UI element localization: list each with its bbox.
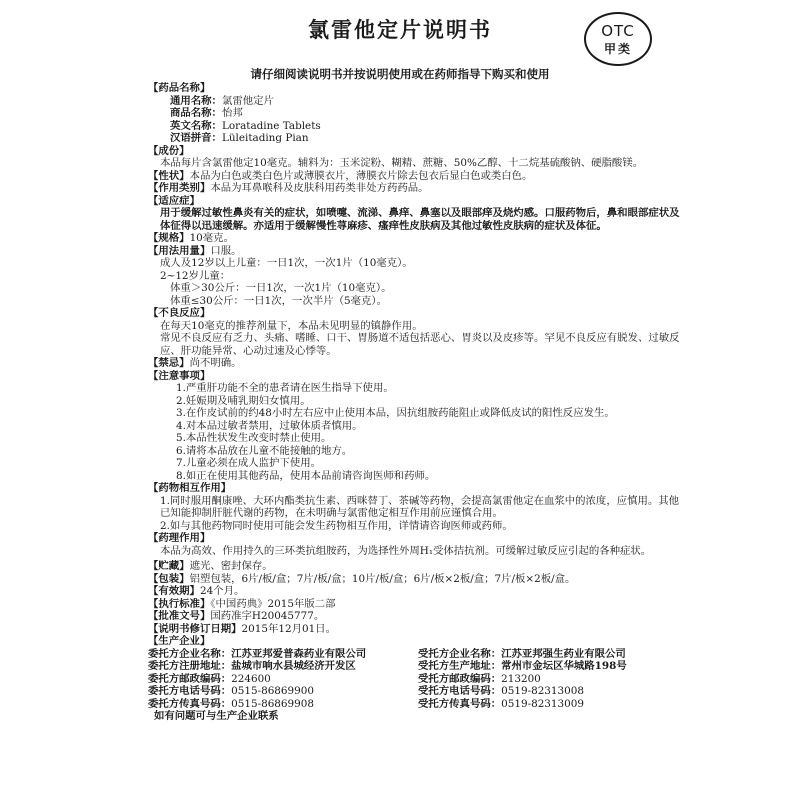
otc-mark: OTC [601,22,635,40]
dosage-heading: 【用法用量】 [148,244,211,257]
client-label: 委托方传真号码： [148,697,232,710]
dosage-child-heading: 2~12岁儿童： [160,269,231,282]
storage-text: 遮光、密封保存。 [189,560,273,572]
manufacturer-heading: 【生产企业】 [148,635,211,647]
english-name-row [148,120,688,133]
precaution-item: 6.请将本品放在儿童不能接触的地方。 [176,444,353,457]
generic-name-row [148,95,688,108]
precaution-item: 2.妊娠期及哺乳期妇女慎用。 [176,394,311,407]
otc-class: 甲类 [603,42,632,56]
client-value: 盐城市响水县城经济开发区 [231,660,356,672]
contra-row [148,357,688,370]
validity-row [148,585,688,598]
interactions-p2: 2.如与其他药物同时使用可能会发生药物相互作用，详情请咨询医师或药师。 [160,519,513,532]
pinyin-name-row [148,132,688,145]
contra-text: 尚不明确。 [189,357,242,369]
revision-text: 2015年12月01日。 [241,622,336,635]
contractor-label: 受托方电话号码： [418,685,502,697]
interactions-p1: 1.同时服用酮康唑、大环内酯类抗生素、西咪替丁、茶碱等药物，会提高氯雷他定在血浆中的浓度，应慎用。其他已知能抑制肝脏代谢的药物，在未明确与氯雷他定相互作用前应谨慎合用。 [160,494,680,519]
document-title: 氯雷他定片说明书 [308,17,492,42]
category-heading: 【作用类别】 [148,182,211,194]
approval-heading: 【批准文号】 [148,610,211,622]
precaution-item: 8.如正在使用其他药品，使用本品前请咨询医师和药师。 [176,469,436,482]
contractor-value: 0519-82313008 [501,685,584,697]
client-label: 委托方邮政编码： [148,672,232,685]
precaution-item: 3.在作皮试前的约48小时左右应中止使用本品，因抗组胺药能阻止或降低皮试的阳性反应发生。 [176,407,615,419]
dosage-child-over: 体重＞30公斤：一日1次，一次1片（10毫克）。 [170,282,392,294]
client-value: 224600 [231,672,271,685]
contractor-value: 213200 [501,672,541,685]
manufacturer-row [148,660,688,673]
client-label: 委托方企业名称： [148,647,232,660]
generic-name-value: 氯雷他定片 [221,94,274,107]
adverse-heading: 【不良反应】 [148,307,211,319]
character-row [148,170,688,183]
approval-row [148,610,688,623]
precaution-item: 5.本品性状发生改变时禁止使用。 [176,432,332,444]
standard-heading: 【执行标准】 [148,597,211,610]
adverse-p1: 在每天10毫克的推荐剂量下，本品未见明显的镇静作用。 [160,319,423,332]
trade-name-row [148,107,688,120]
pinyin-name-label: 汉语拼音： [170,132,222,144]
indications-text: 用于缓解过敏性鼻炎有关的症状，如喷嚏、流涕、鼻痒、鼻塞以及眼部痒及烧灼感。口服药物后，鼻和眼部症状及体征得以迅速缓解。亦适用于缓解慢性荨麻疹、瘙痒性皮肤病及其他过敏性皮肤病的症状及体征。 [160,207,680,232]
pinyin-name-value: Lüleitading Pian [221,132,309,144]
pharmacology-heading: 【药理作用】 [148,532,211,544]
precaution-item: 7.儿童必须在成人监护下使用。 [176,457,321,469]
dosage-text: 口服。 [210,244,242,257]
client-value: 江苏亚邦爱普森药业有限公司 [231,647,367,660]
client-value: 0515-86869900 [231,685,314,697]
contractor-label: 受托方传真号码： [418,697,502,710]
manufacturer-row [148,673,688,686]
dosage-child-under: 体重≤30公斤：一日1次，一次半片（5毫克）。 [170,294,387,307]
storage-heading: 【贮藏】 [148,560,190,572]
spec-text: 10毫克。 [189,232,234,244]
validity-heading: 【有效期】 [148,585,200,597]
english-name-value: Loratadine Tablets [221,119,321,132]
indications-heading: 【适应症】 [148,194,200,207]
contractor-label: 受托方生产地址： [418,660,502,672]
contra-heading: 【禁忌】 [148,357,190,369]
client-label: 委托方电话号码： [148,685,232,697]
contact-footer: 如有问题可与生产企业联系 [154,710,279,722]
storage-row [148,560,688,573]
dosage-adult: 成人及12岁以上儿童：一日1次，一次1片（10毫克）。 [160,257,413,269]
otc-badge [584,12,652,66]
spec-heading: 【规格】 [148,232,190,244]
precautions-heading: 【注意事项】 [148,369,211,382]
client-label: 委托方注册地址： [148,660,232,672]
composition-heading: 【成份】 [148,144,190,157]
client-value: 0515-86869908 [231,697,314,710]
package-row [148,573,688,586]
spec-row [148,232,688,245]
contractor-label: 受托方邮政编码： [418,672,502,685]
interactions-heading: 【药物相互作用】 [148,482,232,494]
drug-name-heading: 【药品名称】 [148,82,211,94]
standard-text: 《中国药典》2015年版二部 [210,597,336,610]
dosage-row [148,245,688,258]
category-text: 本品为耳鼻喉科及皮肤科用药类非处方药药品。 [210,182,429,194]
character-text: 本品为白色或类白色片或薄膜衣片，薄膜衣片除去包衣后显白色或类白色。 [189,169,533,182]
contractor-value: 江苏亚邦强生药业有限公司 [501,647,626,660]
pharmacology-text: 本品为高效、作用持久的三环类抗组胺药，为选择性外周H₁受体拮抗剂。可缓解过敏反应引起的各种症状。 [160,544,652,557]
manufacturer-row [148,685,688,698]
package-text: 铝塑包装，6片/板/盒；7片/板/盒；10片/板/盒；6片/板×2板/盒；7片/板×2板/盒。 [189,572,576,585]
revision-row [148,623,688,636]
adverse-p2: 常见不良反应有乏力、头痛、嗜睡、口干、胃肠道不适包括恶心、胃炎以及皮疹等。罕见不良反应有脱发、过敏反应、肝功能异常、心动过速及心悸等。 [160,332,680,357]
revision-heading: 【说明书修订日期】 [148,622,242,635]
package-heading: 【包装】 [148,572,190,585]
generic-name-label: 通用名称： [170,94,222,107]
validity-text: 24个月。 [199,585,245,597]
reading-notice: 请仔细阅读说明书并按说明使用或在药师指导下购买和使用 [250,67,550,81]
contractor-value: 0519-82313009 [501,697,584,710]
composition-text: 本品每片含氯雷他定10毫克。辅料为：玉米淀粉、糊精、蔗糖、50%乙醇、十二烷基硫酸钠、硬脂酸镁。 [160,157,644,169]
category-row [148,182,688,195]
precaution-item: 1.严重肝功能不全的患者请在医生指导下使用。 [176,382,394,394]
approval-text: 国药准字H20045777。 [210,610,325,622]
trade-name-label: 商品名称： [170,107,222,119]
standard-row [148,598,688,611]
contractor-value: 常州市金坛区华城路198号 [501,660,627,672]
character-heading: 【性状】 [148,169,190,182]
manufacturer-row [148,698,688,711]
manufacturer-row [148,648,688,661]
english-name-label: 英文名称： [170,119,222,132]
trade-name-value: 怡邦 [221,107,243,119]
contractor-label: 受托方企业名称： [418,647,502,660]
insert-body [148,82,688,723]
precaution-item: 4.对本品过敏者禁用，过敏体质者慎用。 [176,419,363,432]
